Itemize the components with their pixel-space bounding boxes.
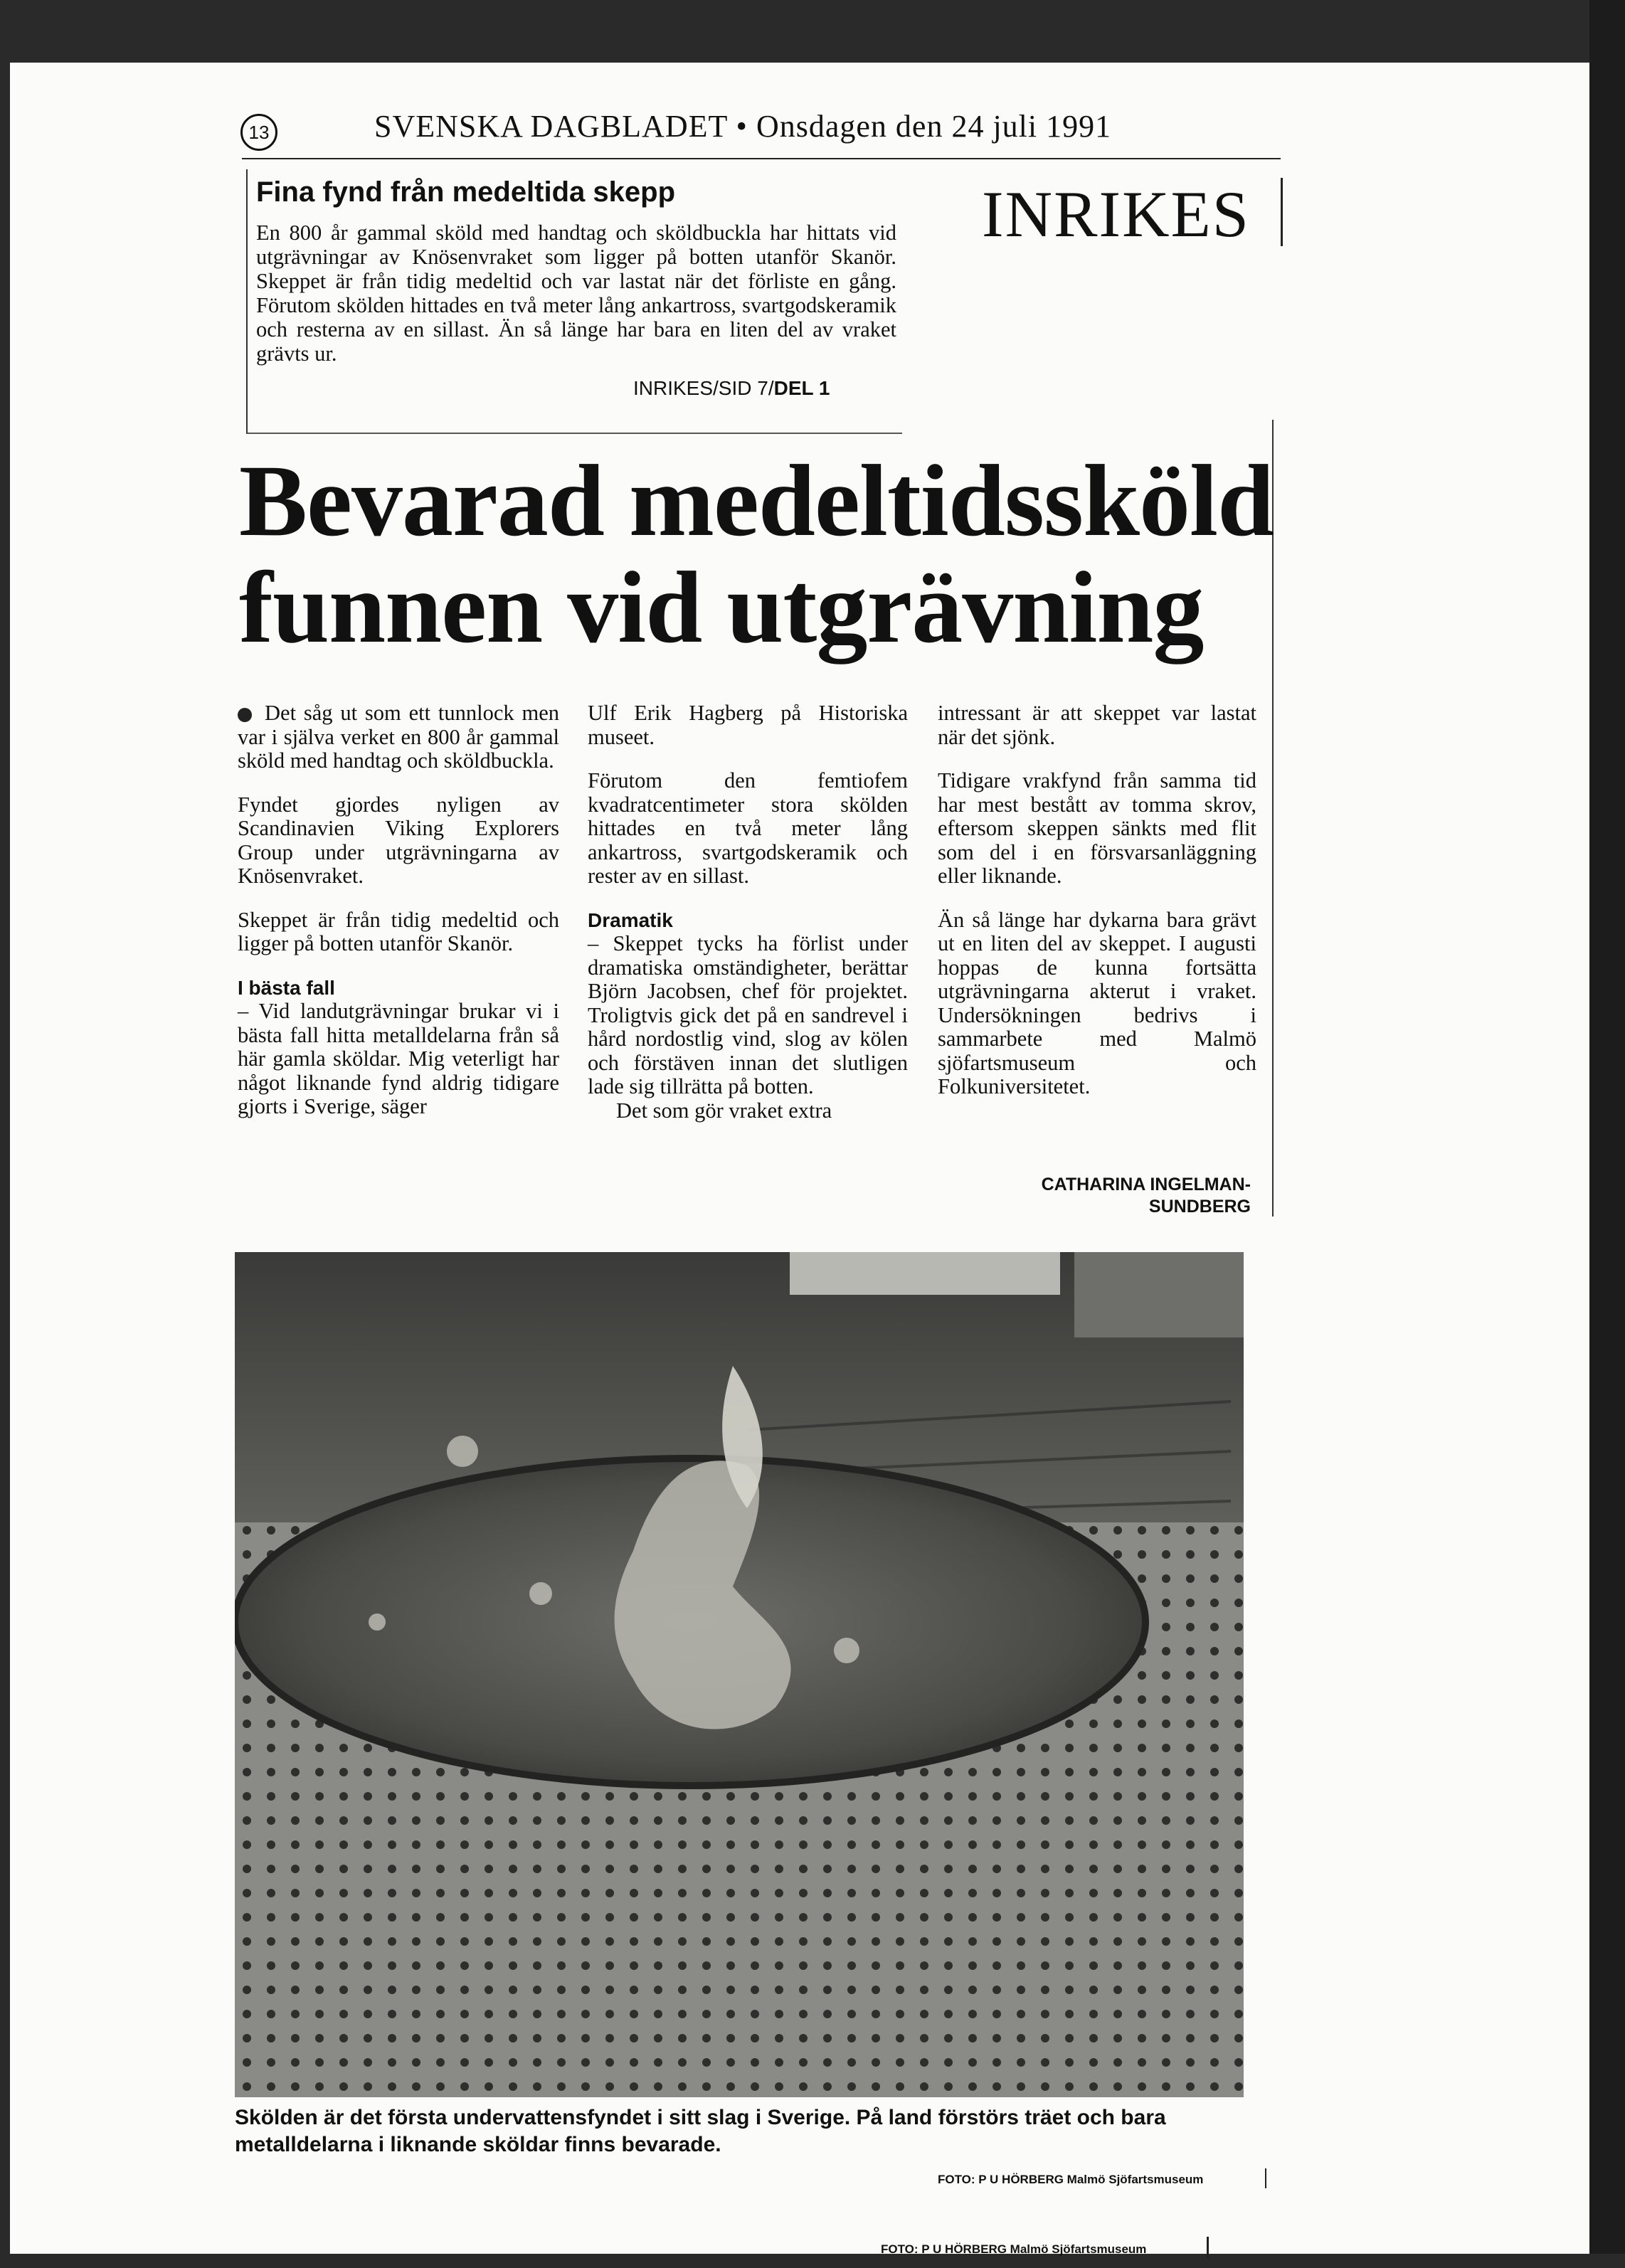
section-rule [1281, 178, 1283, 246]
scan-border-left [0, 0, 10, 2268]
paragraph: intressant är att skeppet var lastat när det sjönk. [938, 701, 1256, 749]
paragraph: Ulf Erik Hagberg på Historiska museet. [588, 701, 908, 749]
photo-caption: Skölden är det första undervattensfyndet i sitt slag i Sverige. På land förstörs träet och bara metalldelarna i liknande sköldar finns bevarade. [235, 2106, 1166, 2156]
teaser-ref-prefix: INRIKES/SID 7/ [633, 377, 774, 399]
article-column-1 [238, 701, 559, 1139]
scan-border-right [1589, 0, 1625, 2268]
teaser-body: En 800 år gammal sköld med handtag och sköldbuckla har hittats vid utgrävningar av Knösenvraket som ligger på botten utanför Skanör. Skeppet är från tidig medeltid och var lastat när det förliste en gång. Förutom skölden hittades en två meter lång ankartross, svartgodskeramik och resterna av en sillast. Än så länge har bara en liten del av vraket grävts ur. [256, 221, 896, 366]
paragraph: Än så länge har dykarna bara grävt ut en liten del av skeppet. I augusti hoppas de kunna fortsätta utgrävningarna akterut i vraket. Undersökningen bedrivs i sammarbete med Malmö sjöfartsmuseum och Folkuniversitetet. [938, 907, 1256, 1098]
teaser-page-reference [633, 377, 830, 400]
paragraph: – Vid landutgrävningar brukar vi i bästa fall hitta metalldelarna från så här gamla sköldar. Mig veterligt har något liknande fynd aldrig tidigare gjorts i Sverige, säger [238, 999, 559, 1118]
paragraph: Tidigare vrakfynd från samma tid har mest bestått av tomma skrov, eftersom skeppen sänkts med flit som del i en försvarsanläggning eller liknande. [938, 768, 1256, 888]
lead-text: Det såg ut som ett tunnlock men var i själva verket en 800 år gammal sköld med handtag och sköldbuckla. [238, 701, 559, 773]
article-column-2 [588, 701, 908, 1143]
byline [938, 1174, 1251, 1218]
section-label: INRIKES [982, 178, 1250, 250]
subheading: Dramatik [588, 908, 673, 931]
teaser-title: Fina fynd från medeltida skepp [256, 176, 676, 208]
paragraph: Skeppet är från tidig medeltid och ligger på botten utanför Skanör. [238, 907, 559, 955]
masthead: SVENSKA DAGBLADET • Onsdagen den 24 juli 1991 [374, 109, 1112, 144]
photo-credit-repeat: FOTO: P U HÖRBERG Malmö Sjöfartsmuseum [881, 2242, 1147, 2256]
bullet-icon [238, 708, 252, 722]
paragraph: Förutom den femtiofem kvadratcentimeter stora skölden hittades en två meter lång ankartross, svartgodskeramik och rester av en sillast. [588, 768, 908, 888]
scan-border-bottom [0, 2254, 1625, 2268]
scan-border-top [0, 0, 1625, 63]
credit-rule-2 [1207, 2237, 1209, 2258]
headline-line-2: funnen vid utgrävning [239, 551, 1204, 664]
subheading: I bästa fall [238, 976, 335, 999]
article-column-3 [938, 701, 1256, 1119]
headline-line-1: Bevarad medeltidssköld [239, 445, 1274, 558]
news-photo-shield [235, 1252, 1244, 2097]
teaser-ref-bold: DEL 1 [773, 377, 830, 399]
byline-line-2: SUNDBERG [1148, 1197, 1251, 1217]
paragraph: Det som gör vraket extra [616, 1098, 832, 1123]
byline-line-1: CATHARINA INGELMAN- [1041, 1175, 1251, 1194]
masthead-rule [242, 158, 1281, 159]
photo-credit: FOTO: P U HÖRBERG Malmö Sjöfartsmuseum [938, 2173, 1204, 2186]
credit-rule [1265, 2168, 1266, 2188]
headline [239, 445, 1274, 664]
paragraph: Fyndet gjordes nyligen av Scandinavien Viking Explorers Group under utgrävningarna av Knösenvraket. [238, 792, 559, 888]
page-number-badge [240, 114, 277, 151]
lead-paragraph [238, 701, 559, 773]
page-number: 13 [248, 121, 270, 143]
paragraph: – Skeppet tycks ha förlist under dramatiska omständigheter, berättar Björn Jacobsen, chef för projektet. Troligtvis gick det på en sandrevel i hård nordostlig vind, slog av kölen och förstäven innan det slutligen lade sig tillrätta på botten. [588, 931, 908, 1098]
